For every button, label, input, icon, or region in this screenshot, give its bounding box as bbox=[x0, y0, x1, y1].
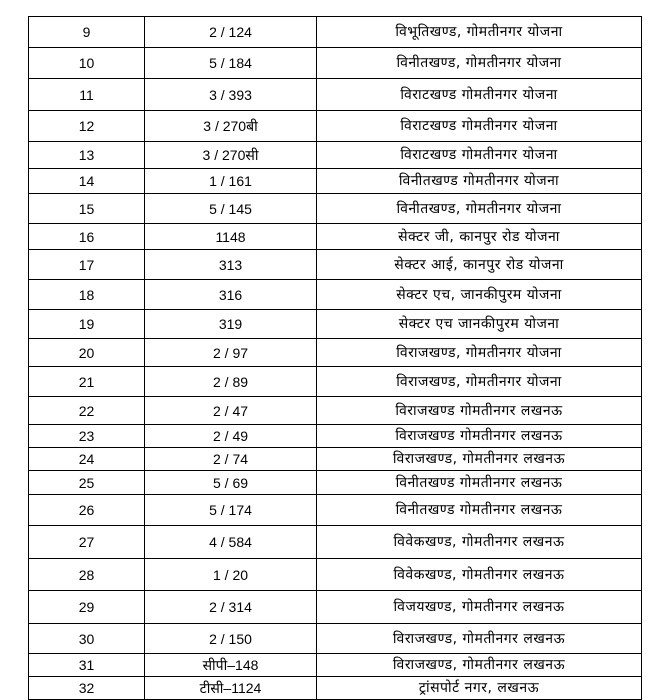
serial-number-cell: 13 bbox=[29, 142, 145, 169]
location-cell: सेक्टर एच, जानकीपुरम योजना bbox=[317, 280, 642, 310]
plot-number-cell: 3 / 270सी bbox=[145, 142, 317, 169]
location-cell: विराटखण्ड गोमतीनगर योजना bbox=[317, 142, 642, 169]
table-row bbox=[29, 169, 642, 194]
plot-number-cell: 2 / 150 bbox=[145, 624, 317, 654]
location-cell: विनीतखण्ड गोमतीनगर योजना bbox=[317, 169, 642, 194]
plot-number-cell: 2 / 49 bbox=[145, 425, 317, 448]
location-cell: विनीतखण्ड, गोमतीनगर योजना bbox=[317, 48, 642, 79]
location-cell: विराजखण्ड गोमतीनगर लखनऊ bbox=[317, 425, 642, 448]
plot-number-cell: 5 / 145 bbox=[145, 194, 317, 224]
table-row bbox=[29, 194, 642, 224]
serial-number-cell: 12 bbox=[29, 111, 145, 142]
location-cell: विराटखण्ड गोमतीनगर योजना bbox=[317, 79, 642, 111]
serial-number-cell: 19 bbox=[29, 310, 145, 339]
location-cell: सेक्टर जी, कानपुर रोड योजना bbox=[317, 224, 642, 250]
serial-number-cell: 14 bbox=[29, 169, 145, 194]
serial-number-cell: 25 bbox=[29, 471, 145, 495]
location-cell: विवेकखण्ड, गोमतीनगर लखनऊ bbox=[317, 559, 642, 591]
table-row bbox=[29, 495, 642, 526]
plot-number-cell: 4 / 584 bbox=[145, 526, 317, 559]
location-cell: ट्रांसपोर्ट नगर, लखनऊ bbox=[317, 677, 642, 700]
table-row bbox=[29, 48, 642, 79]
plot-number-cell: 5 / 184 bbox=[145, 48, 317, 79]
plot-number-cell: 5 / 174 bbox=[145, 495, 317, 526]
plot-number-cell: 313 bbox=[145, 250, 317, 280]
table-body bbox=[29, 17, 642, 700]
location-cell: विनीतखण्ड गोमतीनगर लखनऊ bbox=[317, 471, 642, 495]
serial-number-cell: 9 bbox=[29, 17, 145, 48]
location-cell: विनीतखण्ड गोमतीनगर लखनऊ bbox=[317, 495, 642, 526]
serial-number-cell: 18 bbox=[29, 280, 145, 310]
location-cell: विराजखण्ड, गोमतीनगर लखनऊ bbox=[317, 448, 642, 471]
location-cell: सेक्टर एच जानकीपुरम योजना bbox=[317, 310, 642, 339]
table-row bbox=[29, 526, 642, 559]
table-row bbox=[29, 624, 642, 654]
location-cell: विराजखण्ड, गोमतीनगर योजना bbox=[317, 367, 642, 397]
plot-number-cell: 319 bbox=[145, 310, 317, 339]
serial-number-cell: 31 bbox=[29, 654, 145, 677]
serial-number-cell: 23 bbox=[29, 425, 145, 448]
serial-number-cell: 29 bbox=[29, 591, 145, 624]
table-row bbox=[29, 367, 642, 397]
plot-number-cell: 316 bbox=[145, 280, 317, 310]
serial-number-cell: 32 bbox=[29, 677, 145, 700]
table-row bbox=[29, 310, 642, 339]
location-cell: विराजखण्ड, गोमतीनगर योजना bbox=[317, 339, 642, 367]
plot-number-cell: 2 / 74 bbox=[145, 448, 317, 471]
serial-number-cell: 22 bbox=[29, 397, 145, 425]
location-cell: सेक्टर आई, कानपुर रोड योजना bbox=[317, 250, 642, 280]
table-row bbox=[29, 397, 642, 425]
table-row bbox=[29, 654, 642, 677]
table-row bbox=[29, 677, 642, 700]
plot-number-cell: 1 / 161 bbox=[145, 169, 317, 194]
serial-number-cell: 20 bbox=[29, 339, 145, 367]
table-row bbox=[29, 339, 642, 367]
serial-number-cell: 26 bbox=[29, 495, 145, 526]
plot-number-cell: 3 / 270बी bbox=[145, 111, 317, 142]
table-row bbox=[29, 142, 642, 169]
location-cell: विराटखण्ड गोमतीनगर योजना bbox=[317, 111, 642, 142]
location-cell: विजयखण्ड, गोमतीनगर लखनऊ bbox=[317, 591, 642, 624]
plot-number-cell: 5 / 69 bbox=[145, 471, 317, 495]
plot-number-cell: टीसी–1124 bbox=[145, 677, 317, 700]
location-cell: विराजखण्ड गोमतीनगर लखनऊ bbox=[317, 397, 642, 425]
plot-number-cell: 1 / 20 bbox=[145, 559, 317, 591]
serial-number-cell: 16 bbox=[29, 224, 145, 250]
table-row bbox=[29, 111, 642, 142]
plot-number-cell: 1148 bbox=[145, 224, 317, 250]
location-cell: विभूतिखण्ड, गोमतीनगर योजना bbox=[317, 17, 642, 48]
table-row bbox=[29, 17, 642, 48]
location-cell: विवेकखण्ड, गोमतीनगर लखनऊ bbox=[317, 526, 642, 559]
plot-number-cell: 2 / 314 bbox=[145, 591, 317, 624]
plot-number-cell: 3 / 393 bbox=[145, 79, 317, 111]
serial-number-cell: 17 bbox=[29, 250, 145, 280]
location-cell: विराजखण्ड, गोमतीनगर लखनऊ bbox=[317, 654, 642, 677]
serial-number-cell: 28 bbox=[29, 559, 145, 591]
table-row bbox=[29, 559, 642, 591]
serial-number-cell: 21 bbox=[29, 367, 145, 397]
table-row bbox=[29, 425, 642, 448]
plot-number-cell: 2 / 89 bbox=[145, 367, 317, 397]
location-cell: विराजखण्ड, गोमतीनगर लखनऊ bbox=[317, 624, 642, 654]
serial-number-cell: 10 bbox=[29, 48, 145, 79]
location-cell: विनीतखण्ड, गोमतीनगर योजना bbox=[317, 194, 642, 224]
plot-number-cell: 2 / 47 bbox=[145, 397, 317, 425]
plot-number-cell: सीपी–148 bbox=[145, 654, 317, 677]
table-row bbox=[29, 224, 642, 250]
serial-number-cell: 15 bbox=[29, 194, 145, 224]
table-row bbox=[29, 448, 642, 471]
table-row bbox=[29, 471, 642, 495]
serial-number-cell: 11 bbox=[29, 79, 145, 111]
serial-number-cell: 24 bbox=[29, 448, 145, 471]
serial-number-cell: 30 bbox=[29, 624, 145, 654]
plot-number-cell: 2 / 97 bbox=[145, 339, 317, 367]
table-row bbox=[29, 591, 642, 624]
serial-number-cell: 27 bbox=[29, 526, 145, 559]
table-row bbox=[29, 280, 642, 310]
table-row bbox=[29, 250, 642, 280]
plot-register-table bbox=[28, 16, 642, 700]
table-row bbox=[29, 79, 642, 111]
plot-number-cell: 2 / 124 bbox=[145, 17, 317, 48]
